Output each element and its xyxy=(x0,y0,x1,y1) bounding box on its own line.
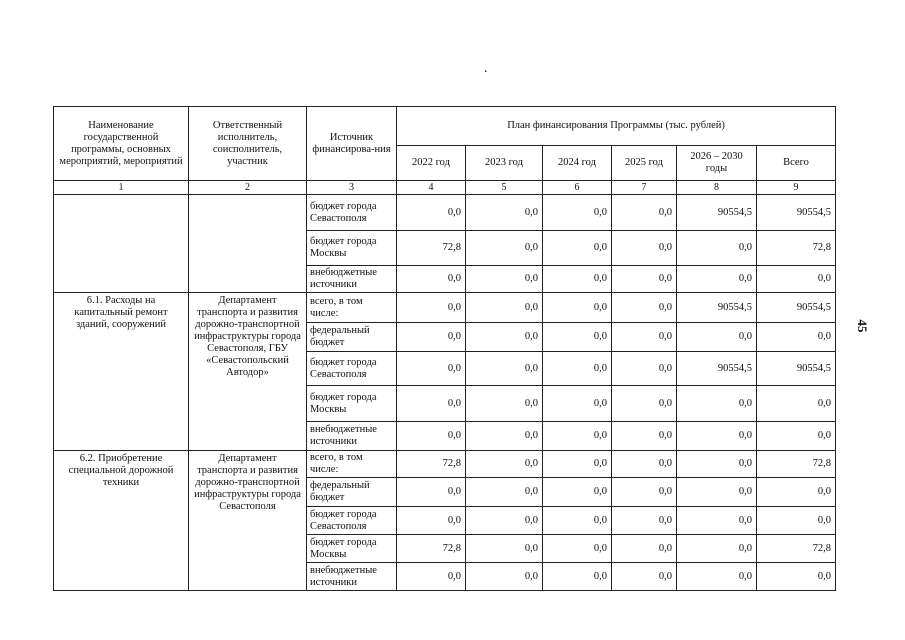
activity-name xyxy=(54,195,189,293)
funding-source: всего, в том числе: xyxy=(307,451,397,478)
amount-cell: 0,0 xyxy=(612,507,677,535)
amount-cell: 0,0 xyxy=(612,352,677,386)
amount-cell: 0,0 xyxy=(466,478,543,507)
amount-cell: 0,0 xyxy=(757,266,836,293)
amount-cell: 0,0 xyxy=(757,323,836,352)
column-number: 4 xyxy=(397,181,466,195)
amount-cell: 0,0 xyxy=(612,535,677,563)
funding-source: бюджет города Севастополя xyxy=(307,195,397,231)
amount-cell: 0,0 xyxy=(466,386,543,422)
header-year: 2026 – 2030 годы xyxy=(677,146,757,181)
amount-cell: 0,0 xyxy=(397,386,466,422)
amount-cell: 0,0 xyxy=(677,563,757,591)
amount-cell: 0,0 xyxy=(757,563,836,591)
amount-cell: 0,0 xyxy=(466,535,543,563)
amount-cell: 0,0 xyxy=(397,563,466,591)
responsible-executor: Департамент транспорта и развития дорожно-транспортной инфраструктуры города Севастополя xyxy=(189,451,307,591)
funding-source: федеральный бюджет xyxy=(307,478,397,507)
amount-cell: 0,0 xyxy=(757,386,836,422)
amount-cell: 0,0 xyxy=(397,195,466,231)
amount-cell: 90554,5 xyxy=(757,195,836,231)
amount-cell: 0,0 xyxy=(543,266,612,293)
amount-cell: 0,0 xyxy=(466,323,543,352)
amount-cell: 0,0 xyxy=(543,195,612,231)
amount-cell: 0,0 xyxy=(397,293,466,323)
amount-cell: 0,0 xyxy=(757,478,836,507)
amount-cell: 0,0 xyxy=(677,422,757,451)
amount-cell: 0,0 xyxy=(612,478,677,507)
responsible-executor: Департамент транспорта и развития дорожно-транспортной инфраструктуры города Севастополя, ГБУ «Севастопольский Автодор» xyxy=(189,293,307,451)
column-number: 5 xyxy=(466,181,543,195)
amount-cell: 0,0 xyxy=(397,266,466,293)
header-year: 2023 год xyxy=(466,146,543,181)
funding-source: всего, в том числе: xyxy=(307,293,397,323)
header-row-top xyxy=(54,107,836,146)
amount-cell: 90554,5 xyxy=(757,293,836,323)
amount-cell: 0,0 xyxy=(466,451,543,478)
amount-cell: 0,0 xyxy=(466,563,543,591)
funding-source: бюджет города Москвы xyxy=(307,535,397,563)
funding-source: бюджет города Москвы xyxy=(307,231,397,266)
amount-cell: 0,0 xyxy=(466,231,543,266)
amount-cell: 0,0 xyxy=(612,422,677,451)
column-number: 1 xyxy=(54,181,189,195)
amount-cell: 0,0 xyxy=(757,507,836,535)
amount-cell: 72,8 xyxy=(397,535,466,563)
funding-source: федеральный бюджет xyxy=(307,323,397,352)
amount-cell: 0,0 xyxy=(612,451,677,478)
amount-cell: 0,0 xyxy=(466,293,543,323)
header-total: Всего xyxy=(757,146,836,181)
amount-cell: 0,0 xyxy=(543,451,612,478)
amount-cell: 0,0 xyxy=(612,231,677,266)
header-source: Источник финансирова-ния xyxy=(307,107,397,181)
amount-cell: 0,0 xyxy=(466,195,543,231)
amount-cell: 0,0 xyxy=(612,293,677,323)
amount-cell: 0,0 xyxy=(543,231,612,266)
column-number: 8 xyxy=(677,181,757,195)
funding-source: внебюджетные источники xyxy=(307,422,397,451)
activity-name: 6.1. Расходы на капитальный ремонт зданий, сооружений xyxy=(54,293,189,451)
funding-source: бюджет города Севастополя xyxy=(307,507,397,535)
amount-cell: 0,0 xyxy=(397,422,466,451)
header-year: 2024 год xyxy=(543,146,612,181)
amount-cell: 0,0 xyxy=(612,266,677,293)
amount-cell: 0,0 xyxy=(757,422,836,451)
amount-cell: 0,0 xyxy=(466,422,543,451)
amount-cell: 0,0 xyxy=(677,478,757,507)
amount-cell: 72,8 xyxy=(757,231,836,266)
page-number: 45 xyxy=(855,319,870,333)
amount-cell: 0,0 xyxy=(397,507,466,535)
amount-cell: 0,0 xyxy=(677,535,757,563)
amount-cell: 0,0 xyxy=(677,507,757,535)
page-mark: . xyxy=(484,61,488,76)
column-number-row xyxy=(54,181,836,195)
amount-cell: 90554,5 xyxy=(677,293,757,323)
amount-cell: 0,0 xyxy=(543,352,612,386)
amount-cell: 90554,5 xyxy=(677,352,757,386)
amount-cell: 0,0 xyxy=(543,422,612,451)
funding-source: внебюджетные источники xyxy=(307,563,397,591)
amount-cell: 72,8 xyxy=(397,451,466,478)
responsible-executor xyxy=(189,195,307,293)
amount-cell: 72,8 xyxy=(397,231,466,266)
header-plan: План финансирования Программы (тыс. рублей) xyxy=(397,107,836,146)
table-row xyxy=(54,451,836,478)
header-year: 2025 год xyxy=(612,146,677,181)
table-row xyxy=(54,195,836,231)
amount-cell: 0,0 xyxy=(397,323,466,352)
amount-cell: 0,0 xyxy=(543,535,612,563)
column-number: 7 xyxy=(612,181,677,195)
amount-cell: 0,0 xyxy=(543,507,612,535)
column-number: 2 xyxy=(189,181,307,195)
amount-cell: 0,0 xyxy=(677,266,757,293)
header-year: 2022 год xyxy=(397,146,466,181)
amount-cell: 72,8 xyxy=(757,451,836,478)
financing-table xyxy=(53,106,836,591)
amount-cell: 0,0 xyxy=(677,323,757,352)
amount-cell: 0,0 xyxy=(543,478,612,507)
activity-name: 6.2. Приобретение специальной дорожной техники xyxy=(54,451,189,591)
amount-cell: 0,0 xyxy=(543,563,612,591)
amount-cell: 0,0 xyxy=(612,386,677,422)
amount-cell: 0,0 xyxy=(612,563,677,591)
amount-cell: 0,0 xyxy=(677,451,757,478)
amount-cell: 0,0 xyxy=(677,386,757,422)
column-number: 3 xyxy=(307,181,397,195)
funding-source: внебюджетные источники xyxy=(307,266,397,293)
header-name: Наименование государственной программы, основных мероприятий, мероприятий xyxy=(54,107,189,181)
amount-cell: 0,0 xyxy=(543,293,612,323)
amount-cell: 72,8 xyxy=(757,535,836,563)
amount-cell: 0,0 xyxy=(543,386,612,422)
amount-cell: 90554,5 xyxy=(757,352,836,386)
amount-cell: 0,0 xyxy=(612,195,677,231)
header-executor: Ответственный исполнитель, соисполнитель, участник xyxy=(189,107,307,181)
amount-cell: 0,0 xyxy=(397,352,466,386)
amount-cell: 0,0 xyxy=(466,266,543,293)
column-number: 9 xyxy=(757,181,836,195)
amount-cell: 0,0 xyxy=(466,507,543,535)
column-number: 6 xyxy=(543,181,612,195)
funding-source: бюджет города Москвы xyxy=(307,386,397,422)
funding-source: бюджет города Севастополя xyxy=(307,352,397,386)
amount-cell: 90554,5 xyxy=(677,195,757,231)
amount-cell: 0,0 xyxy=(612,323,677,352)
amount-cell: 0,0 xyxy=(543,323,612,352)
amount-cell: 0,0 xyxy=(466,352,543,386)
amount-cell: 0,0 xyxy=(677,231,757,266)
table-row xyxy=(54,293,836,323)
amount-cell: 0,0 xyxy=(397,478,466,507)
